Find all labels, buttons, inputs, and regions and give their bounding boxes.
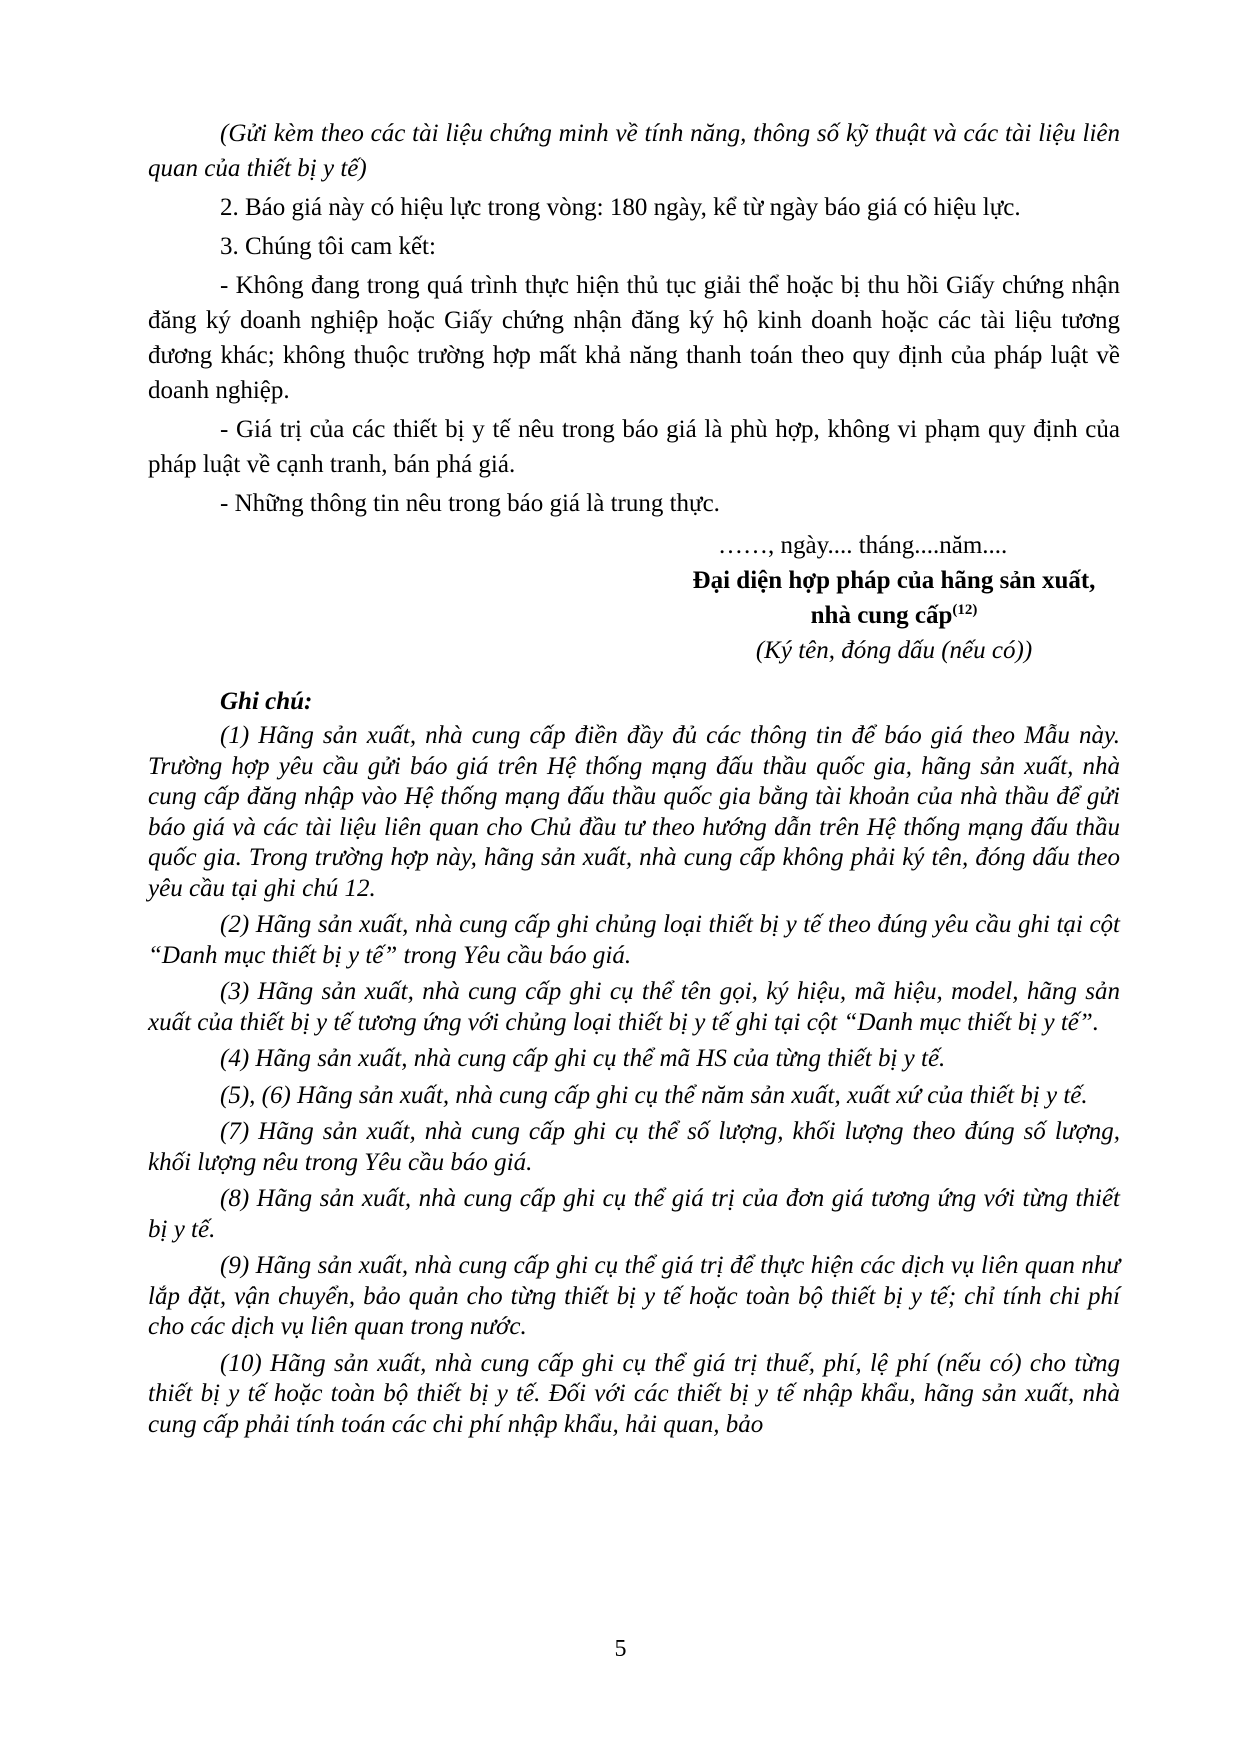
footnote-ref-12: (12) [952, 602, 978, 618]
signature-date-line: ……, ngày.... tháng....năm.... [718, 532, 1008, 559]
validity-paragraph: 2. Báo giá này có hiệu lực trong vòng: 180 ngày, kể từ ngày báo giá có hiệu lực. [220, 194, 1021, 221]
commitment-item-3: - Những thông tin nêu trong báo giá là trung thực. [220, 490, 720, 517]
signature-note: (Ký tên, đóng dấu (nếu có)) [755, 637, 1033, 664]
note-item: (2) Hãng sản xuất, nhà cung cấp ghi chủng loại thiết bị y tế theo đúng yêu cầu ghi tại cột “Danh mục thiết bị y tế” trong Yêu cầu báo giá. [148, 911, 1120, 969]
page-content [148, 116, 1120, 1440]
note-item: (1) Hãng sản xuất, nhà cung cấp điền đầy đủ các thông tin để báo giá theo Mẫu này. Trường hợp yêu cầu gửi báo giá trên Hệ thống mạng đấu thầu quốc gia, hãng sản xuất, nhà cung cấp đăng nhập vào Hệ thống mạng đấu thầu quốc gia bằng tài khoản của nhà thầu để gửi báo giá và các tài liệu liên quan cho Chủ đầu tư theo hướng dẫn trên Hệ thống mạng đấu thầu quốc gia. Trong trường hợp này, hãng sản xuất, nhà cung cấp không phải ký tên, đóng dấu theo yêu cầu tại ghi chú 12. [148, 722, 1120, 902]
note-item: (10) Hãng sản xuất, nhà cung cấp ghi cụ thể giá trị thuế, phí, lệ phí (nếu có) cho từng thiết bị y tế hoặc toàn bộ thiết bị y tế. Đối với các thiết bị y tế nhập khẩu, hãng sản xuất, nhà cung cấp phải tính toán các chi phí nhập khẩu, hải quan, bảo [148, 1349, 1120, 1438]
page-number: 5 [614, 1636, 627, 1662]
signature-title-line-1: Đại diện hợp pháp của hãng sản xuất, [692, 567, 1096, 594]
commitment-item-1: - Không đang trong quá trình thực hiện thủ tục giải thể hoặc bị thu hồi Giấy chứng nhận đăng ký doanh nghiệp hoặc Giấy chứng nhận đăng ký hộ kinh doanh hoặc các tài liệu tương đương khác; không thuộc trường hợp mất khả năng thanh toán theo quy định của pháp luật về doanh nghiệp. [148, 272, 1120, 404]
commitment-item-2: - Giá trị của các thiết bị y tế nêu trong báo giá là phù hợp, không vi phạm quy định của pháp luật về cạnh tranh, bán phá giá. [148, 416, 1120, 478]
note-item: (7) Hãng sản xuất, nhà cung cấp ghi cụ thể số lượng, khối lượng theo đúng số lượng, khối lượng nêu trong Yêu cầu báo giá. [148, 1118, 1120, 1176]
signature-title-text: nhà cung cấp [810, 602, 953, 629]
attachment-note: (Gửi kèm theo các tài liệu chứng minh về tính năng, thông số kỹ thuật và các tài liệu liên quan của thiết bị y tế) [148, 120, 1120, 182]
note-item: (3) Hãng sản xuất, nhà cung cấp ghi cụ thể tên gọi, ký hiệu, mã hiệu, model, hãng sản xuất của thiết bị y tế tương ứng với chủng loại thiết bị y tế ghi tại cột “Danh mục thiết bị y tế”. [148, 978, 1120, 1036]
commitment-heading: 3. Chúng tôi cam kết: [220, 233, 436, 260]
note-item: (9) Hãng sản xuất, nhà cung cấp ghi cụ thể giá trị để thực hiện các dịch vụ liên quan như lắp đặt, vận chuyển, bảo quản cho từng thiết bị y tế hoặc toàn bộ thiết bị y tế; chỉ tính chi phí cho các dịch vụ liên quan trong nước. [148, 1252, 1120, 1340]
note-item: (4) Hãng sản xuất, nhà cung cấp ghi cụ thể mã HS của từng thiết bị y tế. [220, 1045, 946, 1072]
note-item: (5), (6) Hãng sản xuất, nhà cung cấp ghi cụ thể năm sản xuất, xuất xứ của thiết bị y tế. [220, 1081, 1088, 1109]
note-item: (8) Hãng sản xuất, nhà cung cấp ghi cụ thể giá trị của đơn giá tương ứng với từng thiết bị y tế. [148, 1185, 1120, 1243]
signature-block [148, 528, 1120, 668]
notes-heading: Ghi chú: [220, 688, 313, 715]
signature-title-line-2 [148, 598, 1120, 633]
